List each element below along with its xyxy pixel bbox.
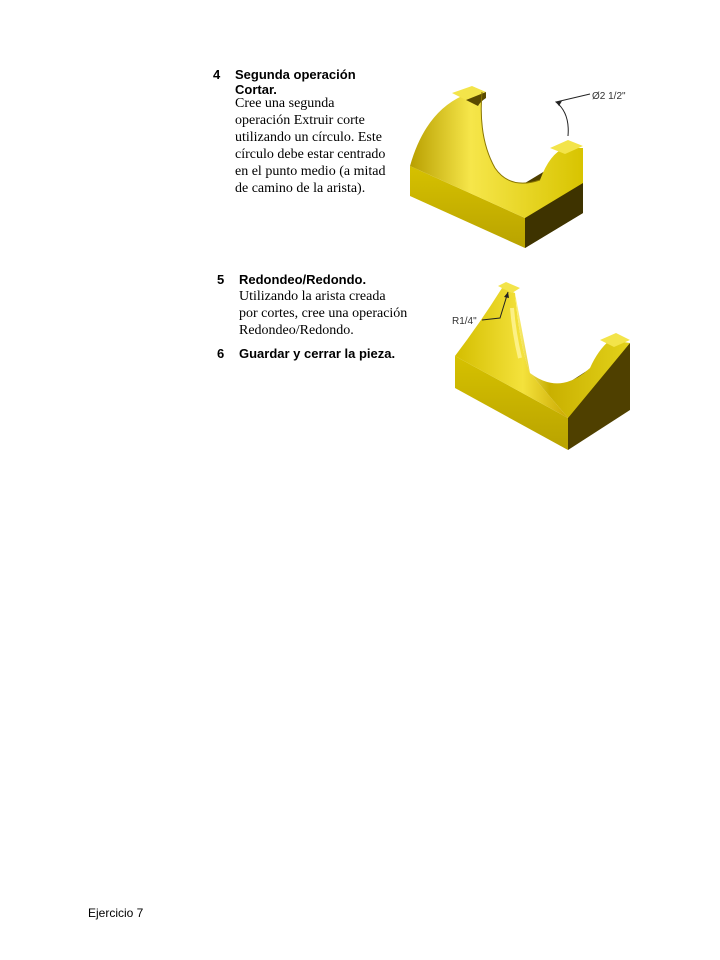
dimension-diameter: Ø2 1/2" [592, 91, 626, 102]
step-4-body [235, 95, 385, 197]
step-5-body-line: Redondeo/Redondo. [239, 323, 354, 338]
step-4-number: 4 [213, 67, 221, 82]
step-4-body-line: de camino de la arista). [235, 181, 366, 196]
step-4-heading [235, 67, 356, 97]
footer-label: Ejercicio 7 [88, 906, 144, 920]
step-4-body-line: utilizando un círculo. Este [235, 130, 382, 145]
step-5-body-line: Utilizando la arista creada [239, 289, 386, 304]
step-5-part-illustration [440, 278, 640, 458]
step-4-part-illustration [400, 78, 680, 268]
step-5-body [239, 288, 407, 339]
step-5-body-line: por cortes, cree una operación [239, 306, 408, 321]
step-5-heading: Redondeo/Redondo. [239, 272, 367, 287]
dimension-radius: R1/4" [452, 316, 477, 327]
step-6-heading: Guardar y cerrar la pieza. [239, 346, 396, 361]
step-6-number: 6 [217, 346, 225, 361]
step-4-body-line: operación Extruir corte [235, 113, 365, 128]
step-4-heading-line2: Cortar. [235, 82, 277, 97]
step-4-body-line: en el punto medio (a mitad [235, 164, 386, 179]
step-4-body-line: círculo debe estar centrado [235, 147, 386, 162]
step-5-number: 5 [217, 272, 225, 287]
dimension-leader [556, 94, 590, 136]
step-4-body-line: Cree una segunda [235, 96, 335, 111]
step-4-heading-line1: Segunda operación [235, 67, 356, 82]
